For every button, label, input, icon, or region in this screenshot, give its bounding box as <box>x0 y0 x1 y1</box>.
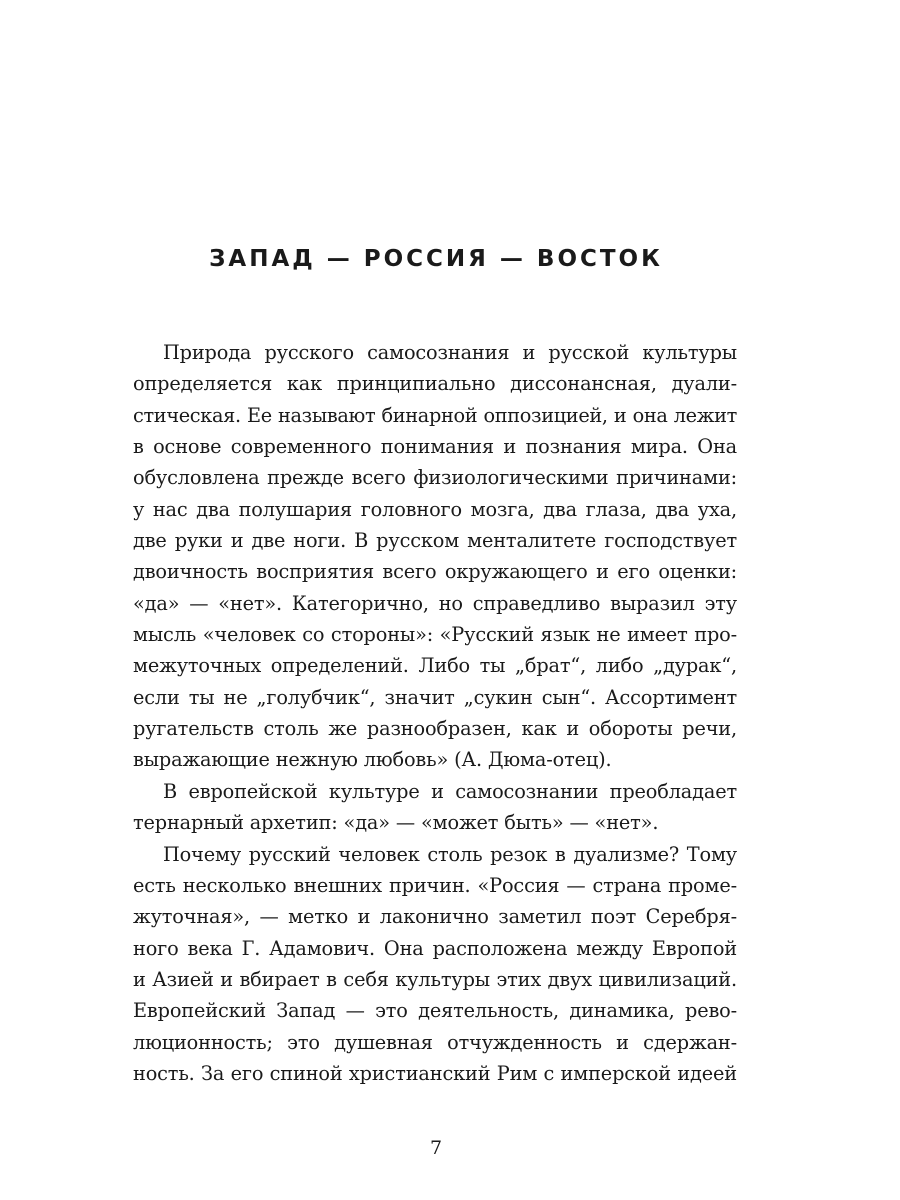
text-line: Почему русский человек столь резок в дуализме? Тому <box>163 842 737 866</box>
text-line: выражающие нежную любовь» (А. Дюма-отец). <box>133 748 612 772</box>
text-line: В европейской культуре и самосознании преобладает <box>163 779 737 803</box>
chapter-title: ЗАПАД — РОССИЯ — ВОСТОК <box>209 246 663 272</box>
text-line: есть несколько внешних причин. «Россия — страна проме- <box>133 873 737 897</box>
text-line: ность. За его спиной христианский Рим с имперской идеей <box>133 1061 737 1085</box>
text-line: Природа русского самосознания и русской культуры <box>163 341 737 364</box>
text-line: две руки и две ноги. В русском менталитете господствует <box>133 529 737 553</box>
text-line: ного века Г. Адамович. Она расположена между Европой <box>133 936 737 960</box>
text-line: у нас два полушария головного мозга, два глаза, два уха, <box>133 497 737 521</box>
text-line: люционность; это душевная отчужденность и сдержан- <box>133 1030 737 1054</box>
text-line: стическая. Ее называют бинарной оппозицией, и она лежит <box>133 403 737 427</box>
text-line: Европейский Запад — это деятельность, динамика, рево- <box>133 999 737 1023</box>
text-line: обусловлена прежде всего физиологическими причинами: <box>133 466 737 490</box>
text-line: в основе современного понимания и познания мира. Она <box>133 435 737 459</box>
text-line: межуточных определений. Либо ты „брат“, либо „дурак“, <box>133 654 737 678</box>
text-line: «да» — «нет». Категорично, но справедливо выразил эту <box>133 591 737 615</box>
text-line: если ты не „голубчик“, значит „сукин сын“. Ассортимент <box>133 685 737 709</box>
text-line: ругательств столь же разнообразен, как и обороты речи, <box>133 717 737 741</box>
text-line: жуточная», — метко и лаконично заметил поэт Серебря- <box>133 905 737 929</box>
text-line: тернарный архетип: «да» — «может быть» — «нет». <box>133 811 659 835</box>
page-number: 7 <box>429 1137 443 1159</box>
body-text <box>133 337 737 1089</box>
text-line: определяется как принципиально диссонансная, дуали- <box>133 372 737 396</box>
text-line: и Азией и вбирает в себя культуры этих двух цивилизаций. <box>133 967 737 991</box>
text-line: двоичность восприятия всего окружающего и его оценки: <box>133 560 737 584</box>
text-line: мысль «человек со стороны»: «Русский язык не имеет про- <box>133 623 737 647</box>
